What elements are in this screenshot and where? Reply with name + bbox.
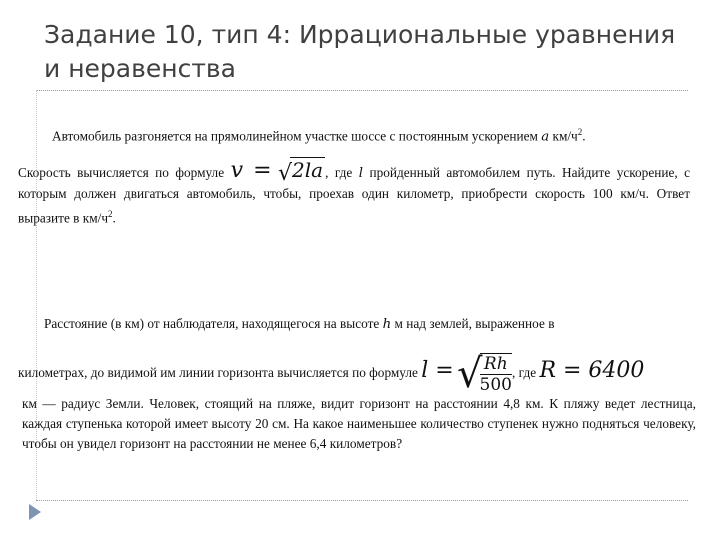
formula-v-radicand: 2la	[292, 158, 324, 182]
slide-title: Задание 10, тип 4: Иррациональные уравнения и неравенства	[44, 20, 676, 83]
var-h: h	[382, 317, 392, 332]
task1-line1: Автомобиль разгоняется на прямолинейном участке шоссе с постоянным ускорением a $км/ч^2$.	[52, 127, 586, 145]
formula-l: l =	[421, 358, 454, 384]
task2-line1: Расстояние (в км) от наблюдателя, находящегося на высоте h м над землей, выраженное в	[44, 316, 555, 332]
var-a: a	[541, 129, 550, 145]
task2-line2: километрах, до видимой им линии горизонта вычисляется по формуле l = √ $\frac{Rh}{500}$ , где R = 6400	[18, 351, 645, 397]
task2-body: км — радиус Земли. Человек, стоящий на пляже, видит горизонт на расстоянии 4,8 км. К пляжу ведет лестница, каждая ступенька которой имеет высоту 20 см. На какое наименьшее количество ступенек нужно подняться человеку, чтобы он увидел горизонт на расстоянии не менее 6,4 километров?	[22, 396, 696, 451]
var-l: l	[358, 166, 364, 181]
fraction-denominator: 500	[479, 375, 512, 395]
sqrt-icon: √	[457, 351, 483, 397]
sqrt-icon: √	[278, 160, 293, 186]
formula-R: R = 6400	[539, 358, 645, 384]
top-divider	[36, 90, 688, 91]
triangle-arrow-icon[interactable]	[28, 503, 42, 521]
formula-v: v =	[230, 158, 272, 183]
task1-body: Скорость вычисляется по формуле v = √2la , где l пройденный автомобилем путь. Найдите ускорение, с которым должен двигаться автомобиль, чтобы, проехав один километр, приобрести скорость 100 км/ч. Ответ выразите в $км/ч^2$.	[18, 158, 691, 226]
bottom-divider	[36, 500, 688, 501]
fraction-numerator: Rh	[480, 354, 512, 375]
formula-l-root	[457, 353, 512, 395]
